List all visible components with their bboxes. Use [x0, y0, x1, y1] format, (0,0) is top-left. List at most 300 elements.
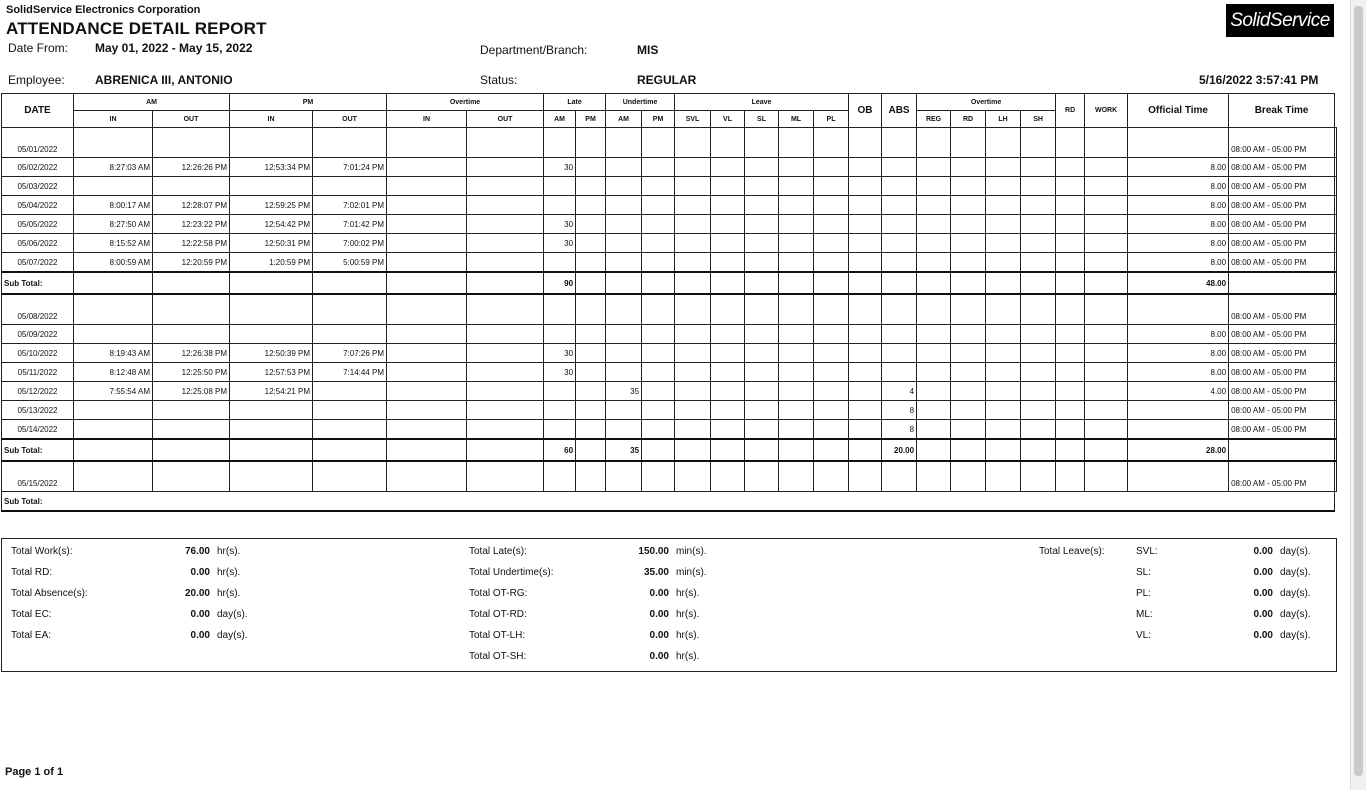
table-cell	[1128, 461, 1229, 492]
table-cell: 4	[882, 382, 917, 401]
table-cell	[1021, 272, 1056, 294]
summary-label: Total Undertime(s):	[469, 567, 554, 578]
table-cell: 8.00	[1128, 363, 1229, 382]
table-row	[2, 234, 1337, 253]
summary-unit: day(s).	[1280, 546, 1311, 557]
table-cell: 12:20:59 PM	[153, 253, 230, 273]
table-cell	[814, 420, 849, 440]
table-cell	[230, 294, 313, 325]
table-cell	[606, 272, 642, 294]
table-cell: 12:22:58 PM	[153, 234, 230, 253]
table-cell	[1056, 461, 1085, 492]
table-cell	[606, 461, 642, 492]
table-cell: 7:02:01 PM	[313, 196, 387, 215]
table-cell	[467, 294, 544, 325]
table-cell	[675, 325, 711, 344]
table-cell	[1021, 401, 1056, 420]
table-cell	[1128, 128, 1229, 158]
subcol-pm-7: PM	[576, 111, 606, 128]
table-cell	[779, 253, 814, 273]
table-cell	[986, 344, 1021, 363]
table-cell	[606, 158, 642, 177]
table-cell: 60	[544, 439, 576, 461]
table-cell	[153, 325, 230, 344]
subcol-out-1: OUT	[153, 111, 230, 128]
table-cell	[387, 382, 467, 401]
subcol-am-8: AM	[606, 111, 642, 128]
table-cell	[675, 439, 711, 461]
table-cell	[642, 253, 675, 273]
table-cell	[230, 461, 313, 492]
subcol-reg-15: REG	[917, 111, 951, 128]
table-cell: 12:50:31 PM	[230, 234, 313, 253]
table-cell	[882, 234, 917, 253]
table-cell: 8.00	[1128, 253, 1229, 273]
summary-label: PL:	[1136, 588, 1152, 599]
table-cell	[1021, 158, 1056, 177]
table-cell	[230, 272, 313, 294]
table-row	[2, 344, 1337, 363]
subcol-out-3: OUT	[313, 111, 387, 128]
table-cell	[951, 234, 986, 253]
summary-unit: hr(s).	[676, 651, 700, 662]
table-cell	[711, 215, 745, 234]
table-cell	[313, 461, 387, 492]
table-cell	[711, 196, 745, 215]
table-cell	[951, 196, 986, 215]
table-cell	[467, 439, 544, 461]
table-cell	[1335, 253, 1337, 273]
table-cell	[745, 234, 779, 253]
table-cell	[814, 325, 849, 344]
table-cell	[606, 294, 642, 325]
table-cell	[917, 439, 951, 461]
table-cell	[1056, 215, 1085, 234]
date-cell: 05/10/2022	[2, 344, 74, 363]
table-cell	[1335, 344, 1337, 363]
table-cell	[917, 253, 951, 273]
table-cell	[711, 128, 745, 158]
table-cell	[544, 196, 576, 215]
col-official-time: Official Time	[1128, 94, 1229, 128]
table-cell	[986, 253, 1021, 273]
table-cell	[917, 215, 951, 234]
table-row	[2, 215, 1337, 234]
subcol-pl-14: PL	[814, 111, 849, 128]
summary-label: Total Late(s):	[469, 546, 527, 557]
table-cell	[882, 177, 917, 196]
date-from-value: May 01, 2022 - May 15, 2022	[95, 41, 253, 55]
table-cell	[313, 439, 387, 461]
table-cell	[814, 461, 849, 492]
table-cell: 12:57:53 PM	[230, 363, 313, 382]
table-row	[2, 420, 1337, 440]
table-cell	[74, 439, 153, 461]
table-cell	[882, 272, 917, 294]
table-cell	[711, 272, 745, 294]
table-cell	[745, 272, 779, 294]
table-cell: 8:00:59 AM	[74, 253, 153, 273]
table-cell	[606, 128, 642, 158]
report-title: ATTENDANCE DETAIL REPORT	[6, 19, 267, 38]
table-cell	[882, 215, 917, 234]
table-cell	[1335, 158, 1337, 177]
summary-label: SL:	[1136, 567, 1152, 578]
summary-label: Total Work(s):	[11, 546, 73, 557]
table-cell	[576, 272, 606, 294]
table-cell	[917, 196, 951, 215]
total-leave-label: Total Leave(s):	[1039, 546, 1105, 557]
summary-value: 0.00	[649, 630, 669, 641]
table-cell	[74, 420, 153, 440]
table-cell	[1021, 177, 1056, 196]
summary-unit: day(s).	[217, 630, 248, 641]
summary-value: 0.00	[190, 609, 210, 620]
generated-timestamp: 5/16/2022 3:57:41 PM	[1199, 73, 1319, 87]
table-cell	[882, 461, 917, 492]
table-cell: 8.00	[1128, 177, 1229, 196]
table-cell	[606, 401, 642, 420]
table-cell	[313, 294, 387, 325]
table-cell	[1056, 344, 1085, 363]
table-cell	[814, 363, 849, 382]
table-cell	[576, 344, 606, 363]
table-cell	[675, 177, 711, 196]
summary-label: Total OT-RD:	[469, 609, 527, 620]
table-cell	[745, 401, 779, 420]
table-cell	[849, 325, 882, 344]
table-cell	[576, 128, 606, 158]
attendance-table	[1, 93, 1337, 512]
table-row	[2, 401, 1337, 420]
col-overtime-2: Overtime	[917, 94, 1056, 111]
subtotal-label: Sub Total:	[2, 439, 74, 461]
table-cell: 35	[606, 439, 642, 461]
table-cell	[387, 234, 467, 253]
table-cell	[711, 363, 745, 382]
table-cell	[642, 177, 675, 196]
table-cell	[74, 177, 153, 196]
table-cell: 12:23:22 PM	[153, 215, 230, 234]
table-cell: 7:07:26 PM	[313, 344, 387, 363]
table-cell	[467, 177, 544, 196]
table-row	[2, 196, 1337, 215]
table-cell	[711, 401, 745, 420]
table-cell	[1021, 215, 1056, 234]
table-cell	[1021, 128, 1056, 158]
table-cell	[1335, 272, 1337, 294]
date-cell: 05/14/2022	[2, 420, 74, 440]
summary-value: 0.00	[1253, 609, 1273, 620]
table-cell: 08:00 AM - 05:00 PM	[1229, 461, 1335, 492]
table-cell	[814, 196, 849, 215]
table-row	[2, 253, 1337, 273]
table-cell: 08:00 AM - 05:00 PM	[1229, 294, 1335, 325]
table-cell	[849, 234, 882, 253]
table-cell	[1021, 382, 1056, 401]
table-cell	[986, 128, 1021, 158]
table-cell	[849, 196, 882, 215]
table-cell: 7:01:24 PM	[313, 158, 387, 177]
table-cell: 12:25:50 PM	[153, 363, 230, 382]
table-cell	[1021, 461, 1056, 492]
table-cell	[576, 325, 606, 344]
table-cell: 08:00 AM - 05:00 PM	[1229, 196, 1335, 215]
table-cell	[951, 128, 986, 158]
summary-value: 0.00	[649, 609, 669, 620]
table-cell	[986, 234, 1021, 253]
table-cell	[849, 420, 882, 440]
table-cell	[711, 294, 745, 325]
table-cell	[849, 253, 882, 273]
table-cell	[745, 215, 779, 234]
table-cell	[745, 177, 779, 196]
table-row	[2, 128, 1337, 158]
summary-unit: hr(s).	[217, 567, 241, 578]
table-cell	[606, 234, 642, 253]
table-cell: 20.00	[882, 439, 917, 461]
table-cell	[711, 382, 745, 401]
table-cell	[1056, 158, 1085, 177]
subcol-in-4: IN	[387, 111, 467, 128]
subtotal-row	[2, 492, 1337, 512]
table-cell	[642, 439, 675, 461]
table-cell	[1085, 234, 1128, 253]
table-cell: 5:00:59 PM	[313, 253, 387, 273]
table-row	[2, 294, 1337, 325]
table-cell: 8:12:48 AM	[74, 363, 153, 382]
table-cell	[467, 234, 544, 253]
table-cell	[576, 294, 606, 325]
table-cell	[153, 439, 230, 461]
table-cell	[1335, 196, 1337, 215]
col-am: AM	[74, 94, 230, 111]
table-cell	[153, 420, 230, 440]
table-cell	[711, 158, 745, 177]
date-cell: 05/03/2022	[2, 177, 74, 196]
table-cell	[675, 215, 711, 234]
table-cell	[986, 325, 1021, 344]
table-cell	[642, 234, 675, 253]
table-cell	[882, 294, 917, 325]
table-cell	[387, 158, 467, 177]
summary-label: Total EC:	[11, 609, 52, 620]
table-cell: 12:54:21 PM	[230, 382, 313, 401]
summary-unit: min(s).	[676, 567, 707, 578]
table-cell	[606, 215, 642, 234]
date-cell: 05/05/2022	[2, 215, 74, 234]
table-cell	[849, 294, 882, 325]
table-cell: 12:28:07 PM	[153, 196, 230, 215]
subtotal-row	[2, 272, 1337, 294]
table-cell: 12:25:08 PM	[153, 382, 230, 401]
table-cell	[745, 363, 779, 382]
table-cell	[467, 344, 544, 363]
table-cell	[1085, 344, 1128, 363]
summary-unit: hr(s).	[676, 630, 700, 641]
table-cell	[1085, 158, 1128, 177]
table-cell	[153, 461, 230, 492]
table-cell	[814, 128, 849, 158]
table-cell: 7:55:54 AM	[74, 382, 153, 401]
summary-unit: day(s).	[1280, 630, 1311, 641]
table-cell	[986, 363, 1021, 382]
subcol-rd-16: RD	[951, 111, 986, 128]
table-cell	[1335, 420, 1337, 440]
table-cell	[849, 401, 882, 420]
table-cell	[387, 325, 467, 344]
table-cell	[745, 294, 779, 325]
table-cell	[814, 234, 849, 253]
summary-label: SVL:	[1136, 546, 1158, 557]
date-cell: 05/09/2022	[2, 325, 74, 344]
table-cell	[951, 215, 986, 234]
table-cell	[711, 344, 745, 363]
table-cell	[387, 439, 467, 461]
table-cell: 08:00 AM - 05:00 PM	[1229, 325, 1335, 344]
vertical-scrollbar[interactable]	[1350, 0, 1366, 790]
table-cell	[153, 128, 230, 158]
table-cell	[917, 177, 951, 196]
table-cell	[779, 325, 814, 344]
table-cell	[642, 294, 675, 325]
table-cell: 8:27:03 AM	[74, 158, 153, 177]
table-cell	[1056, 253, 1085, 273]
table-cell	[814, 439, 849, 461]
table-cell	[951, 420, 986, 440]
date-cell: 05/12/2022	[2, 382, 74, 401]
table-cell	[1085, 294, 1128, 325]
table-cell	[745, 461, 779, 492]
table-cell	[606, 420, 642, 440]
table-cell	[951, 363, 986, 382]
summary-value: 0.00	[649, 588, 669, 599]
table-cell	[779, 420, 814, 440]
table-cell: 35	[606, 382, 642, 401]
table-cell: 8.00	[1128, 158, 1229, 177]
table-cell	[74, 128, 153, 158]
date-cell: 05/07/2022	[2, 253, 74, 273]
table-cell	[544, 128, 576, 158]
table-cell	[642, 325, 675, 344]
table-cell	[1085, 401, 1128, 420]
col-ob: OB	[849, 94, 882, 128]
subcol-ml-13: ML	[779, 111, 814, 128]
summary-unit: day(s).	[217, 609, 248, 620]
table-cell	[1056, 234, 1085, 253]
table-cell	[576, 196, 606, 215]
table-cell	[387, 253, 467, 273]
table-cell	[675, 294, 711, 325]
table-cell	[711, 325, 745, 344]
summary-value: 20.00	[184, 588, 210, 599]
summary-label: ML:	[1136, 609, 1153, 620]
table-cell	[642, 158, 675, 177]
table-cell: 7:14:44 PM	[313, 363, 387, 382]
summary-unit: hr(s).	[217, 588, 241, 599]
table-cell: 48.00	[1128, 272, 1229, 294]
table-cell	[467, 158, 544, 177]
table-cell	[1056, 272, 1085, 294]
subcol-svl-10: SVL	[675, 111, 711, 128]
summary-unit: day(s).	[1280, 588, 1311, 599]
table-cell	[1021, 325, 1056, 344]
table-cell	[1085, 461, 1128, 492]
table-cell	[467, 215, 544, 234]
table-cell	[917, 234, 951, 253]
table-cell	[1085, 253, 1128, 273]
summary-label: Total OT-LH:	[469, 630, 526, 641]
subcol-pm-9: PM	[642, 111, 675, 128]
table-cell: 08:00 AM - 05:00 PM	[1229, 401, 1335, 420]
table-cell	[779, 158, 814, 177]
table-cell	[986, 420, 1021, 440]
table-cell	[814, 382, 849, 401]
table-cell	[544, 461, 576, 492]
table-cell	[951, 253, 986, 273]
table-cell: 90	[544, 272, 576, 294]
table-cell: 8:27:50 AM	[74, 215, 153, 234]
table-cell	[779, 461, 814, 492]
table-cell	[986, 401, 1021, 420]
table-cell: 30	[544, 344, 576, 363]
table-cell	[951, 177, 986, 196]
table-cell	[675, 420, 711, 440]
table-cell	[917, 461, 951, 492]
table-cell	[986, 196, 1021, 215]
table-cell	[814, 215, 849, 234]
table-cell	[951, 272, 986, 294]
table-cell	[230, 401, 313, 420]
table-cell	[153, 401, 230, 420]
table-cell	[313, 128, 387, 158]
summary-value: 76.00	[184, 546, 210, 557]
date-cell: 05/01/2022	[2, 128, 74, 158]
table-cell	[745, 439, 779, 461]
table-cell	[675, 401, 711, 420]
date-cell: 05/08/2022	[2, 294, 74, 325]
table-cell	[1021, 234, 1056, 253]
table-cell	[1335, 234, 1337, 253]
attendance-body	[2, 128, 1337, 512]
table-cell	[606, 325, 642, 344]
table-cell	[606, 344, 642, 363]
table-cell: 08:00 AM - 05:00 PM	[1229, 234, 1335, 253]
table-cell	[675, 128, 711, 158]
subtotal-row	[2, 439, 1337, 461]
table-cell	[745, 382, 779, 401]
summary-value: 35.00	[643, 567, 669, 578]
summary-label: Total Absence(s):	[11, 588, 88, 599]
company-logo: SolidService	[1226, 4, 1334, 37]
table-cell: 8.00	[1128, 325, 1229, 344]
table-cell	[849, 158, 882, 177]
table-cell	[467, 128, 544, 158]
table-cell	[1085, 215, 1128, 234]
table-cell	[1335, 128, 1337, 158]
table-cell	[576, 177, 606, 196]
table-cell	[313, 177, 387, 196]
table-cell	[1056, 325, 1085, 344]
department-label: Department/Branch:	[480, 43, 588, 57]
table-cell	[711, 253, 745, 273]
table-cell	[1335, 439, 1337, 461]
table-cell	[642, 344, 675, 363]
table-cell	[467, 420, 544, 440]
summary-label: Total RD:	[11, 567, 53, 578]
table-cell: 8.00	[1128, 196, 1229, 215]
scrollbar-thumb[interactable]	[1354, 6, 1363, 776]
